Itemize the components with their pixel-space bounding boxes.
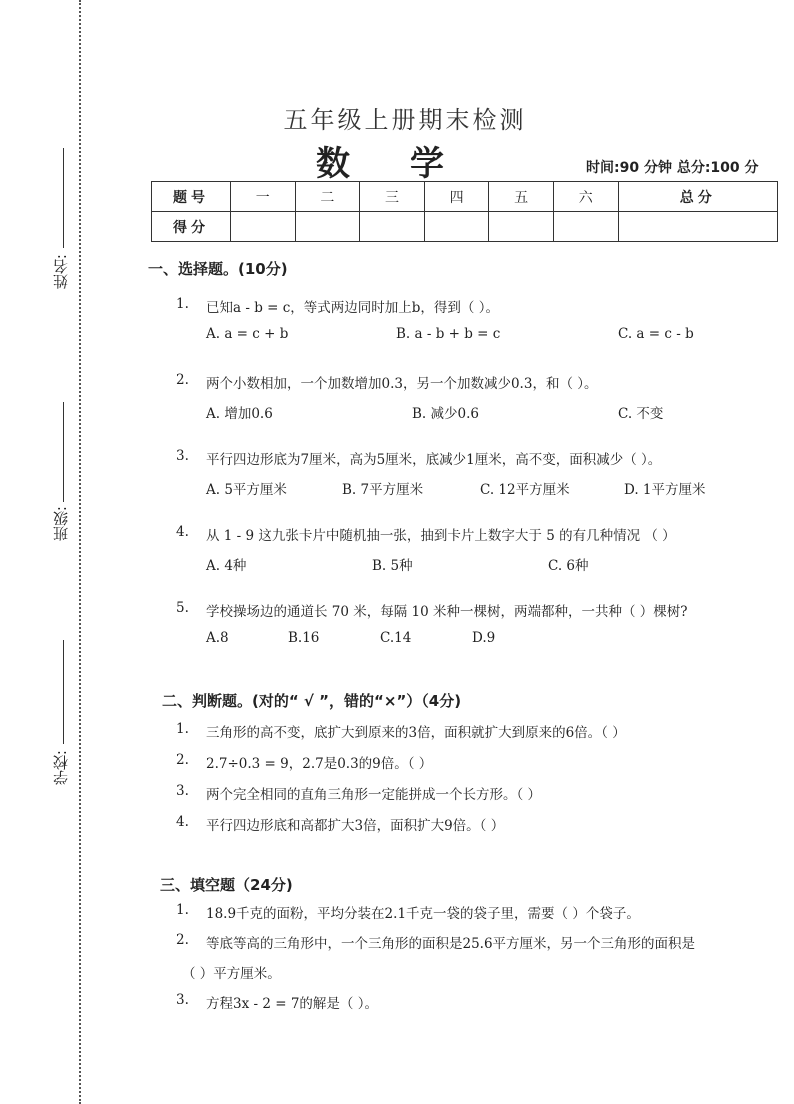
question-text: 已知a - b = c，等式两边同时加上b，得到（ ）。: [206, 300, 499, 316]
option[interactable]: D. 1平方厘米: [624, 482, 706, 498]
score-input-cell[interactable]: [618, 212, 777, 242]
school-write-line[interactable]: [63, 640, 64, 744]
option[interactable]: C.14: [380, 630, 412, 646]
option[interactable]: C. 6种: [548, 558, 589, 574]
table-cell: 三: [360, 182, 425, 212]
question-text-continued: （ ）平方厘米。: [182, 966, 281, 982]
option[interactable]: C. a = c - b: [618, 326, 694, 342]
school-label: 学校:: [51, 750, 70, 786]
table-cell: 二: [295, 182, 360, 212]
question-text: 平行四边形底和高都扩大3倍，面积扩大9倍。（ ）: [206, 818, 505, 834]
score-input-cell[interactable]: [424, 212, 489, 242]
option[interactable]: C. 12平方厘米: [480, 482, 570, 498]
table-cell: 六: [553, 182, 618, 212]
score-input-cell[interactable]: [295, 212, 360, 242]
question-text: 学校操场边的通道长 70 米，每隔 10 米种一棵树，两端都种，一共种（ ）棵树?: [206, 604, 688, 620]
score-input-cell[interactable]: [489, 212, 554, 242]
question-number: 4.: [176, 814, 189, 830]
score-input-cell[interactable]: [553, 212, 618, 242]
option[interactable]: B. a - b + b = c: [396, 326, 501, 342]
option[interactable]: B. 7平方厘米: [342, 482, 424, 498]
table-cell: 总分: [618, 182, 777, 212]
section2-title: 二、判断题。(对的“ √ ”，错的“×”）（4分): [162, 692, 462, 710]
question-number: 1.: [176, 902, 189, 918]
class-write-line[interactable]: [63, 402, 64, 502]
question-number: 3.: [176, 783, 189, 799]
option[interactable]: A. 5平方厘米: [206, 482, 287, 498]
option[interactable]: A.8: [206, 630, 229, 646]
question-text: 2.7÷0.3 = 9，2.7是0.3的9倍。（ ）: [206, 756, 433, 772]
option[interactable]: D.9: [472, 630, 496, 646]
subject-title: 数学: [316, 144, 504, 184]
score-table: [151, 181, 778, 242]
question-number: 2.: [176, 932, 189, 948]
question-text: 平行四边形底为7厘米，高为5厘米，底减少1厘米，高不变，面积减少（ ）。: [206, 452, 662, 468]
binding-dotted-line: [79, 0, 81, 1104]
option[interactable]: B. 5种: [372, 558, 413, 574]
question-text: 方程3x - 2 = 7的解是（ ）。: [206, 996, 378, 1012]
question-number: 3.: [176, 992, 189, 1008]
option[interactable]: B.16: [288, 630, 320, 646]
question-text: 两个小数相加，一个加数增加0.3，另一个加数减少0.3，和（ ）。: [206, 376, 598, 392]
question-number: 1.: [176, 296, 189, 312]
name-write-line[interactable]: [63, 148, 64, 248]
question-number: 3.: [176, 448, 189, 464]
question-text: 等底等高的三角形中，一个三角形的面积是25.6平方厘米，另一个三角形的面积是: [206, 936, 696, 952]
score-input-cell[interactable]: [231, 212, 296, 242]
section1-title: 一、选择题。(10分): [148, 260, 288, 278]
question-number: 4.: [176, 524, 189, 540]
question-number: 2.: [176, 752, 189, 768]
table-cell: 题号: [152, 182, 231, 212]
time-total-info: 时间:90 分钟 总分:100 分: [586, 160, 759, 176]
table-cell: 得分: [152, 212, 231, 242]
question-number: 2.: [176, 372, 189, 388]
option[interactable]: C. 不变: [618, 406, 664, 422]
question-text: 两个完全相同的直角三角形一定能拼成一个长方形。（ ）: [206, 787, 542, 803]
name-label: 姓名:: [51, 254, 70, 290]
option[interactable]: A. 增加0.6: [206, 406, 273, 422]
table-cell: 四: [424, 182, 489, 212]
score-table-header-row: [152, 182, 778, 212]
score-table-score-row: [152, 212, 778, 242]
option[interactable]: A. 4种: [206, 558, 247, 574]
question-number: 1.: [176, 721, 189, 737]
question-number: 5.: [176, 600, 189, 616]
question-text: 从 1 - 9 这九张卡片中随机抽一张，抽到卡片上数字大于 5 的有几种情况 （ ）: [206, 528, 676, 544]
table-cell: 一: [231, 182, 296, 212]
table-cell: 五: [489, 182, 554, 212]
option[interactable]: B. 减少0.6: [412, 406, 479, 422]
question-text: 三角形的高不变，底扩大到原来的3倍，面积就扩大到原来的6倍。（ ）: [206, 725, 626, 741]
class-label: 班级:: [51, 506, 70, 542]
option[interactable]: A. a = c + b: [206, 326, 289, 342]
exam-title: 五年级上册期末检测: [283, 106, 527, 134]
question-text: 18.9千克的面粉，平均分装在2.1千克一袋的袋子里，需要（ ）个袋子。: [206, 906, 640, 922]
score-input-cell[interactable]: [360, 212, 425, 242]
section3-title: 三、填空题（24分): [160, 876, 293, 894]
